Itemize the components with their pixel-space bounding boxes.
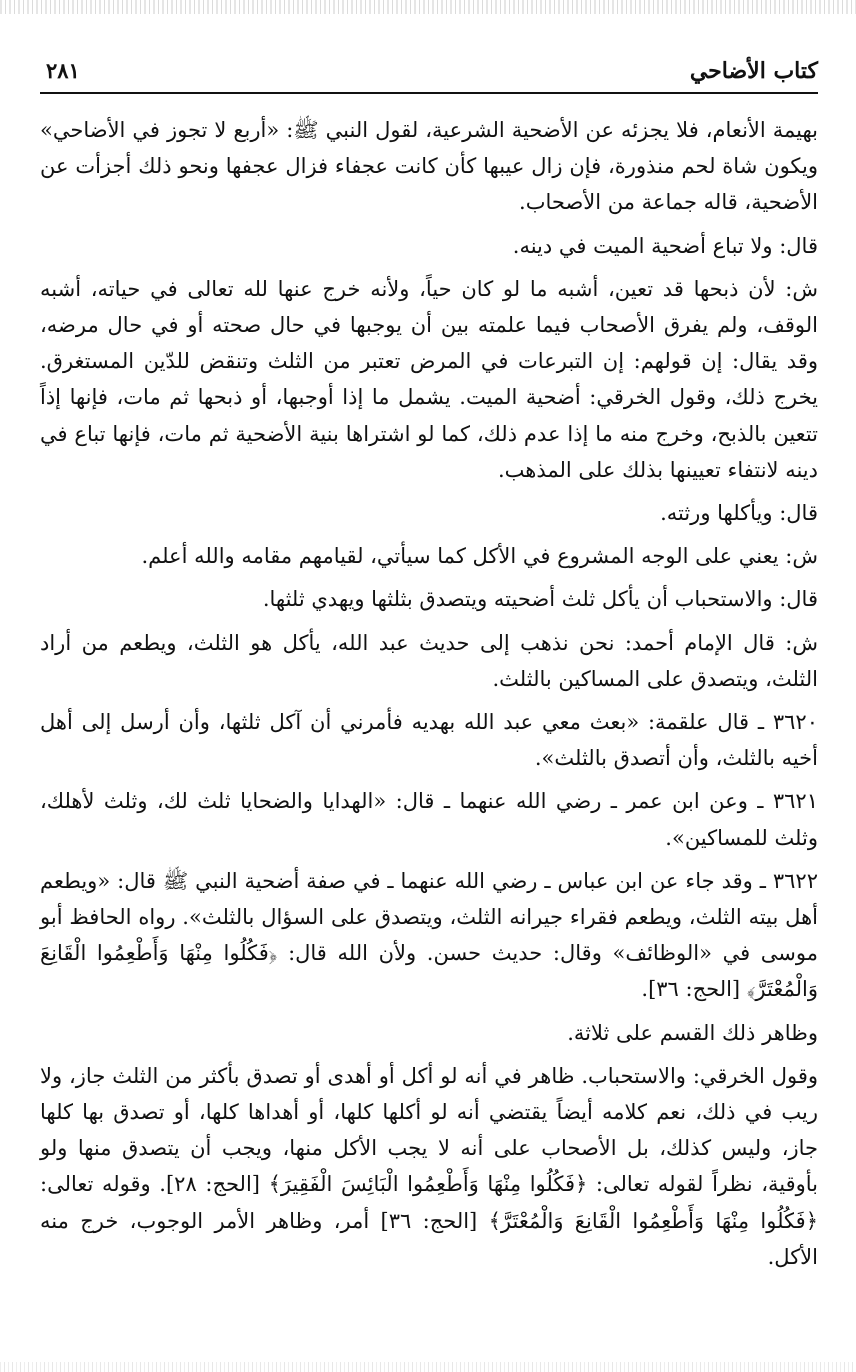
sharh-line-heirs: ش: يعني على الوجه المشروع في الأكل كما سيأتي، لقيامهم مقامه والله أعلم.	[141, 544, 818, 569]
page-header	[40, 56, 818, 94]
khiraqi-paragraph: وقول الخرقي: والاستحباب. ظاهر في أنه لو أكل أو أهدى أو تصدق بأكثر من الثلث جاز، ولا ريب في ذلك، نعم كلامه أيضاً يقتضي أنه لو أكلها كلها، أو أهداها كلها، أو تصدق بها كلها جاز، وليس كذلك، بل الأصحاب على أنه لا يجب الأكل منها، ويجب أن يتصدق منها ولو بأوقية، نظراً لقوله تعالى: ﴿فَكُلُوا مِنْهَا وَأَطْعِمُوا الْبَائِسَ الْفَقِيرَ﴾ [الحج: ٢٨]. وقوله تعالى: ﴿فَكُلُوا مِنْهَا وَأَطْعِمُوا الْقَانِعَ وَالْمُعْتَرَّ﴾ [الحج: ٣٦] أمر، وظاهر الأمر الوجوب، خرج منه الأكل.	[40, 1063, 819, 1269]
division-line: وظاهر ذلك القسم على ثلاثة.	[567, 1020, 818, 1045]
hadith-3622: ٣٦٢٢ ـ وقد جاء عن ابن عباس ـ رضي الله عنهما ـ في صفة أضحية النبي ﷺ قال: «ويطعم أهل بيته الثلث، ويطعم فقراء جيرانه الثلث، ويتصدق على السؤال بالثلث». رواه الحافظ أبو موسى في «الوظائف» وقال: حديث حسن. ولأن الله قال: ﴿فَكُلُوا مِنْهَا وَأَطْعِمُوا الْقَانِعَ وَالْمُعْتَرَّ﴾ [الحج: ٣٦].	[40, 868, 818, 1002]
sharh-paragraph-sale: ش: لأن ذبحها قد تعين، أشبه ما لو كان حياً، ولأنه خرج عنها لله تعالى في حياته، أشبه الوقف، ولم يفرق الأصحاب فيما علمته بين أن يوجبها في حال صحته أو في حال مرضه، وقد يقال: إن قولهم: إن التبرعات في المرض تعتبر من الثلث وتنقض للدّين المستغرق. يخرج ذلك، وقول الخرقي: أضحية الميت. يشمل ما إذا أوجبها، أو ذبحها ثم مات، فإنها إذاً تتعين بالذبح، وخرج منه ما إذا عدم ذلك، كما لو اشتراها بنية الأضحية ثم مات، فإنها تباع في دينه لانتفاء تعيينها بذلك على المذهب.	[40, 276, 818, 482]
hadith-3620: ٣٦٢٠ ـ قال علقمة: «بعث معي عبد الله بهديه فأمرني أن آكل ثلثها، وأن أرسل إلى أهل أخيه بالثلث، وأن أتصدق بالثلث».	[40, 710, 818, 771]
sharh-paragraph-ahmad: ش: قال الإمام أحمد: نحن نذهب إلى حديث عبد الله، يأكل هو الثلث، ويطعم من أراد الثلث، ويتصدق على المساكين بالثلث.	[40, 630, 818, 691]
scan-edge-top	[0, 0, 856, 14]
page-number: ٢٨١	[46, 58, 80, 83]
hadith-3621: ٣٦٢١ ـ وعن ابن عمر ـ رضي الله عنهما ـ قال: «الهدايا والضحايا ثلث لك، وثلث لأهلك، وثلث للمساكين».	[40, 789, 818, 850]
matn-line-thirds: قال: والاستحباب أن يأكل ثلث أضحيته ويتصدق بثلثها ويهدي ثلثها.	[262, 587, 818, 612]
book-title: كتاب الأضاحي	[689, 58, 818, 84]
matn-line-heirs: قال: ويأكلها ورثته.	[660, 501, 818, 526]
matn-line-sale: قال: ولا تباع أضحية الميت في دينه.	[512, 233, 818, 258]
page-body	[40, 112, 818, 1282]
paragraph-continuation: بهيمة الأنعام، فلا يجزئه عن الأضحية الشرعية، لقول النبي ﷺ: «أربع لا تجوز في الأضاحي» ويكون شاة لحم منذورة، فإن زال عيبها كأن كانت عجفاء فزال عجفها ونحو ذلك أجزأت عن الأضحية، قاله جماعة من الأصحاب.	[40, 118, 818, 215]
scan-edge-bottom	[0, 1362, 856, 1372]
